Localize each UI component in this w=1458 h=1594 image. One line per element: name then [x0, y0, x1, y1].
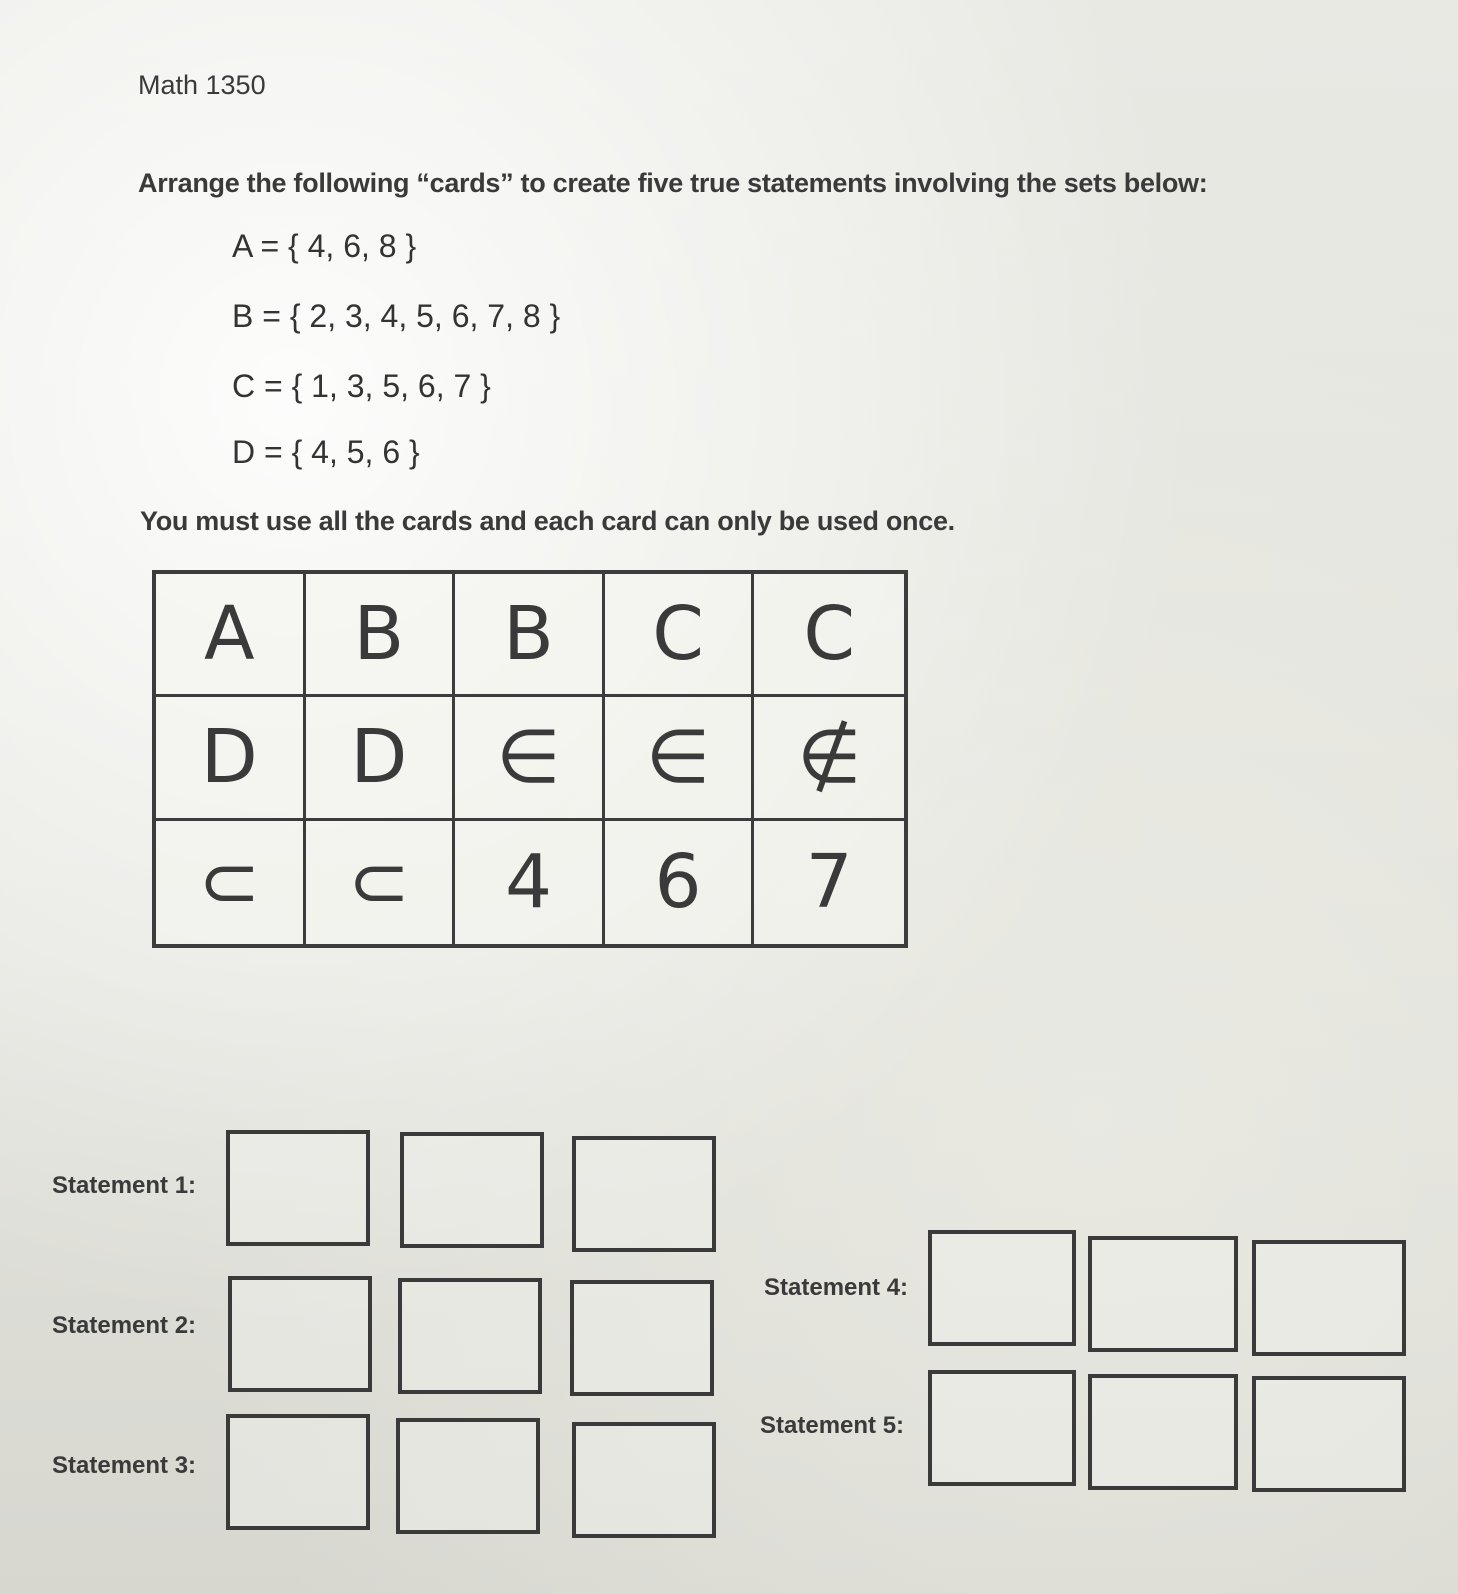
- statement-1-slot-1[interactable]: [226, 1130, 370, 1246]
- card[interactable]: ∉: [754, 697, 904, 820]
- card[interactable]: B: [455, 574, 605, 697]
- statement-3-slot-3[interactable]: [572, 1422, 716, 1538]
- card[interactable]: D: [156, 697, 306, 820]
- statement-3-slot-2[interactable]: [396, 1418, 540, 1534]
- statement-4-slot-3[interactable]: [1252, 1240, 1406, 1356]
- statement-4-slot-1[interactable]: [928, 1230, 1076, 1346]
- statement-5-label: Statement 5:: [760, 1412, 905, 1439]
- course-title: Math 1350: [138, 70, 266, 100]
- statement-1-label: Statement 1:: [52, 1172, 197, 1199]
- card[interactable]: ⊂: [306, 821, 456, 944]
- set-a-definition: A = { 4, 6, 8 }: [232, 228, 417, 264]
- set-b-definition: B = { 2, 3, 4, 5, 6, 7, 8 }: [232, 298, 561, 334]
- card-grid: [152, 570, 908, 948]
- statement-1-slot-2[interactable]: [400, 1132, 544, 1248]
- card[interactable]: B: [306, 574, 456, 697]
- card[interactable]: ∈: [605, 697, 755, 820]
- rule-text: You must use all the cards and each card can only be used once.: [140, 506, 955, 536]
- statement-4-slot-2[interactable]: [1088, 1236, 1238, 1352]
- instructions-text: Arrange the following “cards” to create five true statements involving the sets below:: [138, 168, 1208, 198]
- card[interactable]: C: [754, 574, 904, 697]
- statement-3-label: Statement 3:: [52, 1452, 197, 1479]
- statement-3-slot-1[interactable]: [226, 1414, 370, 1530]
- card[interactable]: A: [156, 574, 306, 697]
- set-d-definition: D = { 4, 5, 6 }: [232, 434, 420, 470]
- statement-5-slot-3[interactable]: [1252, 1376, 1406, 1492]
- card[interactable]: ⊂: [156, 821, 306, 944]
- statement-2-slot-3[interactable]: [570, 1280, 714, 1396]
- statement-1-slot-3[interactable]: [572, 1136, 716, 1252]
- statement-5-slot-2[interactable]: [1088, 1374, 1238, 1490]
- statement-4-label: Statement 4:: [764, 1274, 909, 1301]
- statement-2-slot-2[interactable]: [398, 1278, 542, 1394]
- card[interactable]: 4: [455, 821, 605, 944]
- card[interactable]: ∈: [455, 697, 605, 820]
- set-c-definition: C = { 1, 3, 5, 6, 7 }: [232, 368, 491, 404]
- statement-2-slot-1[interactable]: [228, 1276, 372, 1392]
- card[interactable]: 7: [805, 839, 853, 926]
- statement-2-label: Statement 2:: [52, 1312, 197, 1339]
- card[interactable]: C: [605, 574, 755, 697]
- statement-5-slot-1[interactable]: [928, 1370, 1076, 1486]
- card[interactable]: 6: [605, 821, 755, 944]
- card[interactable]: D: [306, 697, 456, 820]
